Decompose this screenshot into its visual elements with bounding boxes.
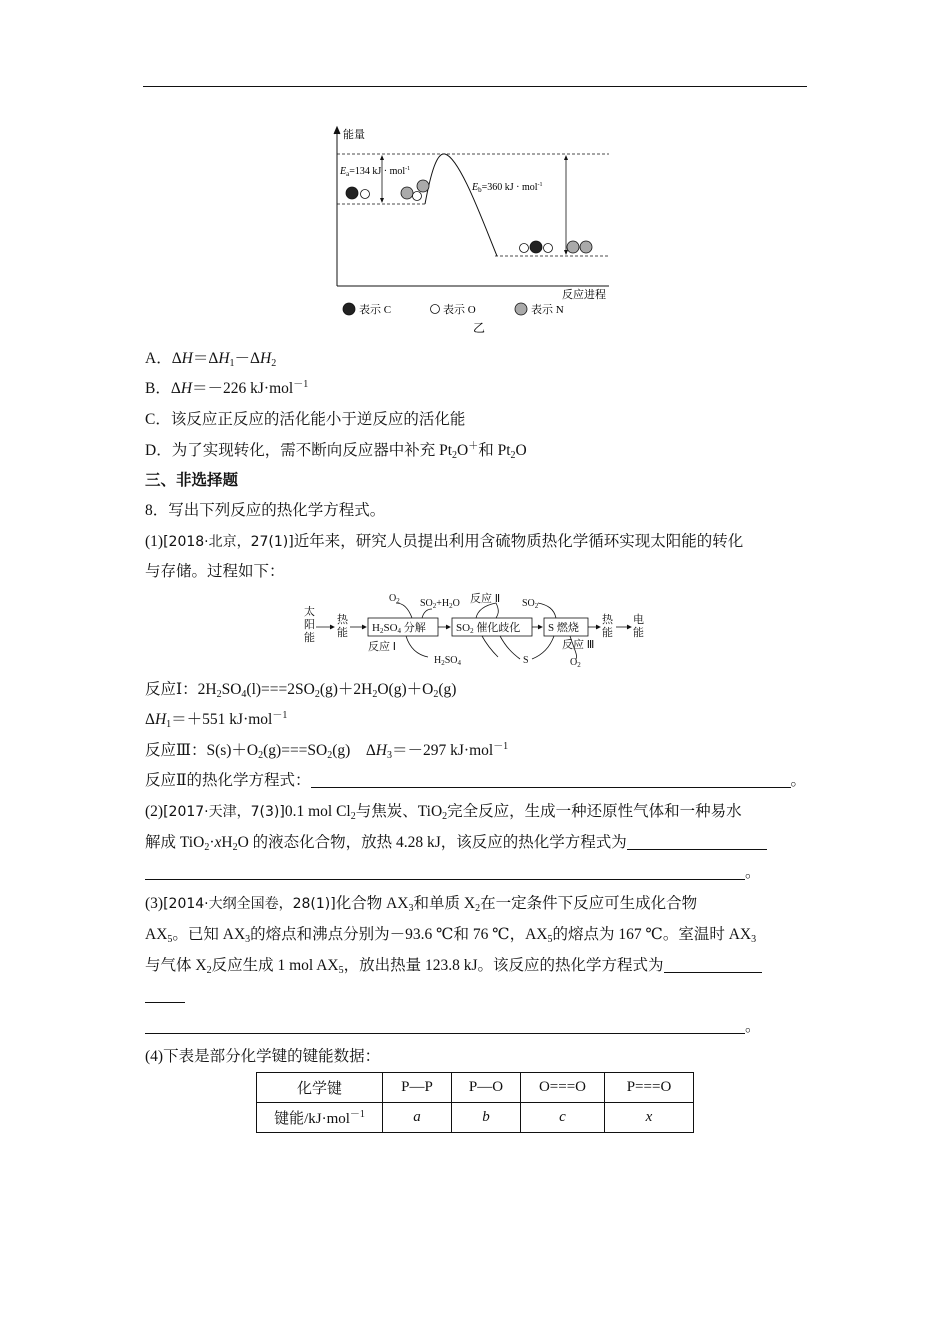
header-rule <box>143 86 807 87</box>
reactant-molecules <box>346 180 429 201</box>
q8-part3-answer-line: 。 <box>145 1016 761 1038</box>
energy-curve <box>425 154 497 256</box>
q8-part3: (3)[2014·大纲全国卷，28(1)]化合物 $AX_3$和单质 $X_2$在一定条件下反应可生成化合物 <box>145 895 698 914</box>
answer-blank-p2a[interactable] <box>627 833 767 850</box>
flow-sun-3: 能 <box>304 632 315 644</box>
reaction-1: 反应Ⅰ：$2H_2SO_4(l)===2SO_2(g)+2H_2O(g)+O_2(g)$ <box>145 681 457 700</box>
legend-nitrogen-icon <box>515 303 527 315</box>
flow-o2-top: $O_2$ <box>389 593 400 605</box>
flow-rxn1: 反应 Ⅰ <box>368 641 396 653</box>
flow-o2-bot: $O_2$ <box>570 657 581 669</box>
table-header-cell: P—O <box>452 1073 521 1103</box>
legend-oxygen: 表示 O <box>443 304 476 316</box>
flow-h2so4: $H_2SO_4$ <box>434 655 462 667</box>
figure-caption: 乙 <box>473 321 486 335</box>
energy-diagram <box>325 122 625 337</box>
answer-blank-r2[interactable] <box>311 771 791 788</box>
table-cell: c <box>521 1103 605 1133</box>
answer-blank-p3b[interactable] <box>145 986 185 1003</box>
reaction-2-prompt: 反应Ⅱ的热化学方程式： 。 <box>145 772 807 789</box>
table-header-cell: P—P <box>383 1073 452 1103</box>
q8-part4: (4)下表是部分化学键的键能数据： <box>145 1048 381 1065</box>
answer-blank-p3c[interactable] <box>145 1017 745 1034</box>
option-b: B．ΔH＝－226 kJ·mol$^{-1}$ <box>145 379 309 397</box>
q8-part1-cont: 与存储。过程如下： <box>145 563 285 580</box>
table-header-cell: O===O <box>521 1073 605 1103</box>
product-molecules <box>520 241 593 253</box>
q8-part2-cont: 解成 $TiO_2\cdot xH_2O$ 的液态化合物，放热 4.28 kJ，该反应的热化学方程式为 <box>145 832 767 854</box>
flow-heat2-2: 能 <box>602 627 613 639</box>
bond-energy-table <box>256 1072 694 1133</box>
table-cell: a <box>383 1103 452 1133</box>
table-header-row <box>257 1073 694 1103</box>
flow-rxn2: 反应 Ⅱ <box>470 593 501 605</box>
box-so2-label: SO2 催化歧化 <box>456 622 521 635</box>
sulfur-cycle-diagram <box>300 589 660 673</box>
flow-s: S <box>523 655 529 666</box>
box-h2so4-label: H2SO4 分解 <box>372 622 426 635</box>
flow-sun-1: 太 <box>304 606 315 618</box>
option-a: A．$\Delta H=\Delta H_1-\Delta H_2$ <box>145 350 277 369</box>
table-row <box>257 1103 694 1133</box>
option-c: C．该反应正反应的活化能小于逆反应的活化能 <box>145 411 466 428</box>
flow-elec-2: 能 <box>633 627 644 639</box>
answer-blank-p3a[interactable] <box>664 956 762 973</box>
flow-so2-h2o: $SO_2+H_2O$ <box>420 598 460 610</box>
q8-part2-answer-line: 。 <box>145 862 761 884</box>
eb-label: $E_b=360$ kJ · mol$^{-1}$ <box>472 182 543 194</box>
row-label-cell: 键能/kJ·mol$^{-1}$ <box>257 1103 383 1133</box>
legend-nitrogen: 表示 N <box>531 304 564 316</box>
flow-so2-top: $SO_2$ <box>522 598 539 610</box>
y-axis <box>334 127 340 286</box>
option-d: D．为了实现转化，需不断向反应器中补充 $Pt_2O^+$和 $Pt_2O$ <box>145 441 527 461</box>
flow-heat1-2: 能 <box>337 627 348 639</box>
legend-carbon-icon <box>343 303 355 315</box>
q8-part3-cont1: $AX_5$。已知 $AX_3$的熔点和沸点分别为－93.6 ℃和 76 ℃，$AX_5$的熔点为 167 ℃。室温时 $AX_3$ <box>145 926 757 945</box>
q8-stem: 8．写出下列反应的热化学方程式。 <box>145 502 386 519</box>
reaction-3: 反应Ⅲ：$S(s)+O_2(g)===SO_2(g)$ $\Delta H_3=-297$ kJ·mol$^{-1}$ <box>145 741 509 761</box>
answer-blank-p2b[interactable] <box>145 863 745 880</box>
box-s-label: S 燃烧 <box>548 622 579 634</box>
flow-rxn3: 反应 Ⅲ <box>562 639 595 651</box>
ea-label: $E_a=134$ kJ · mol$^{-1}$ <box>340 166 411 178</box>
flow-elec-1: 电 <box>633 614 644 626</box>
y-axis-label: 能量 <box>343 129 365 141</box>
table-cell: x <box>605 1103 694 1133</box>
q8-part2: (2)[2017·天津，7(3)]0.1 mol $Cl_2$与焦炭、TiO$_2$完全反应，生成一种还原性气体和一种易水 <box>145 803 742 822</box>
table-header-cell: P===O <box>605 1073 694 1103</box>
section-title: 三、非选择题 <box>145 472 239 489</box>
table-header-cell: 化学键 <box>257 1073 383 1103</box>
q8-part3-wrap <box>145 985 185 1007</box>
x-axis-label: 反应进程 <box>562 289 606 301</box>
delta-h1: $\Delta H_1=+551$ kJ·mol$^{-1}$ <box>145 710 288 730</box>
q8-part3-cont2: 与气体 $X_2$反应生成 1 mol $AX_5$，放出热量 123.8 kJ。该反应的热化学方程式为 <box>145 955 762 977</box>
table-cell: b <box>452 1103 521 1133</box>
flow-heat2-1: 热 <box>602 614 613 626</box>
flow-sun-2: 阳 <box>304 619 315 631</box>
legend-carbon: 表示 C <box>359 304 392 316</box>
legend-oxygen-icon <box>431 305 440 314</box>
flow-heat1-1: 热 <box>337 614 348 626</box>
q8-part1: (1)[2018·北京，27(1)]近年来，研究人员提出利用含硫物质热化学循环实现太阳能的转化 <box>145 533 744 550</box>
